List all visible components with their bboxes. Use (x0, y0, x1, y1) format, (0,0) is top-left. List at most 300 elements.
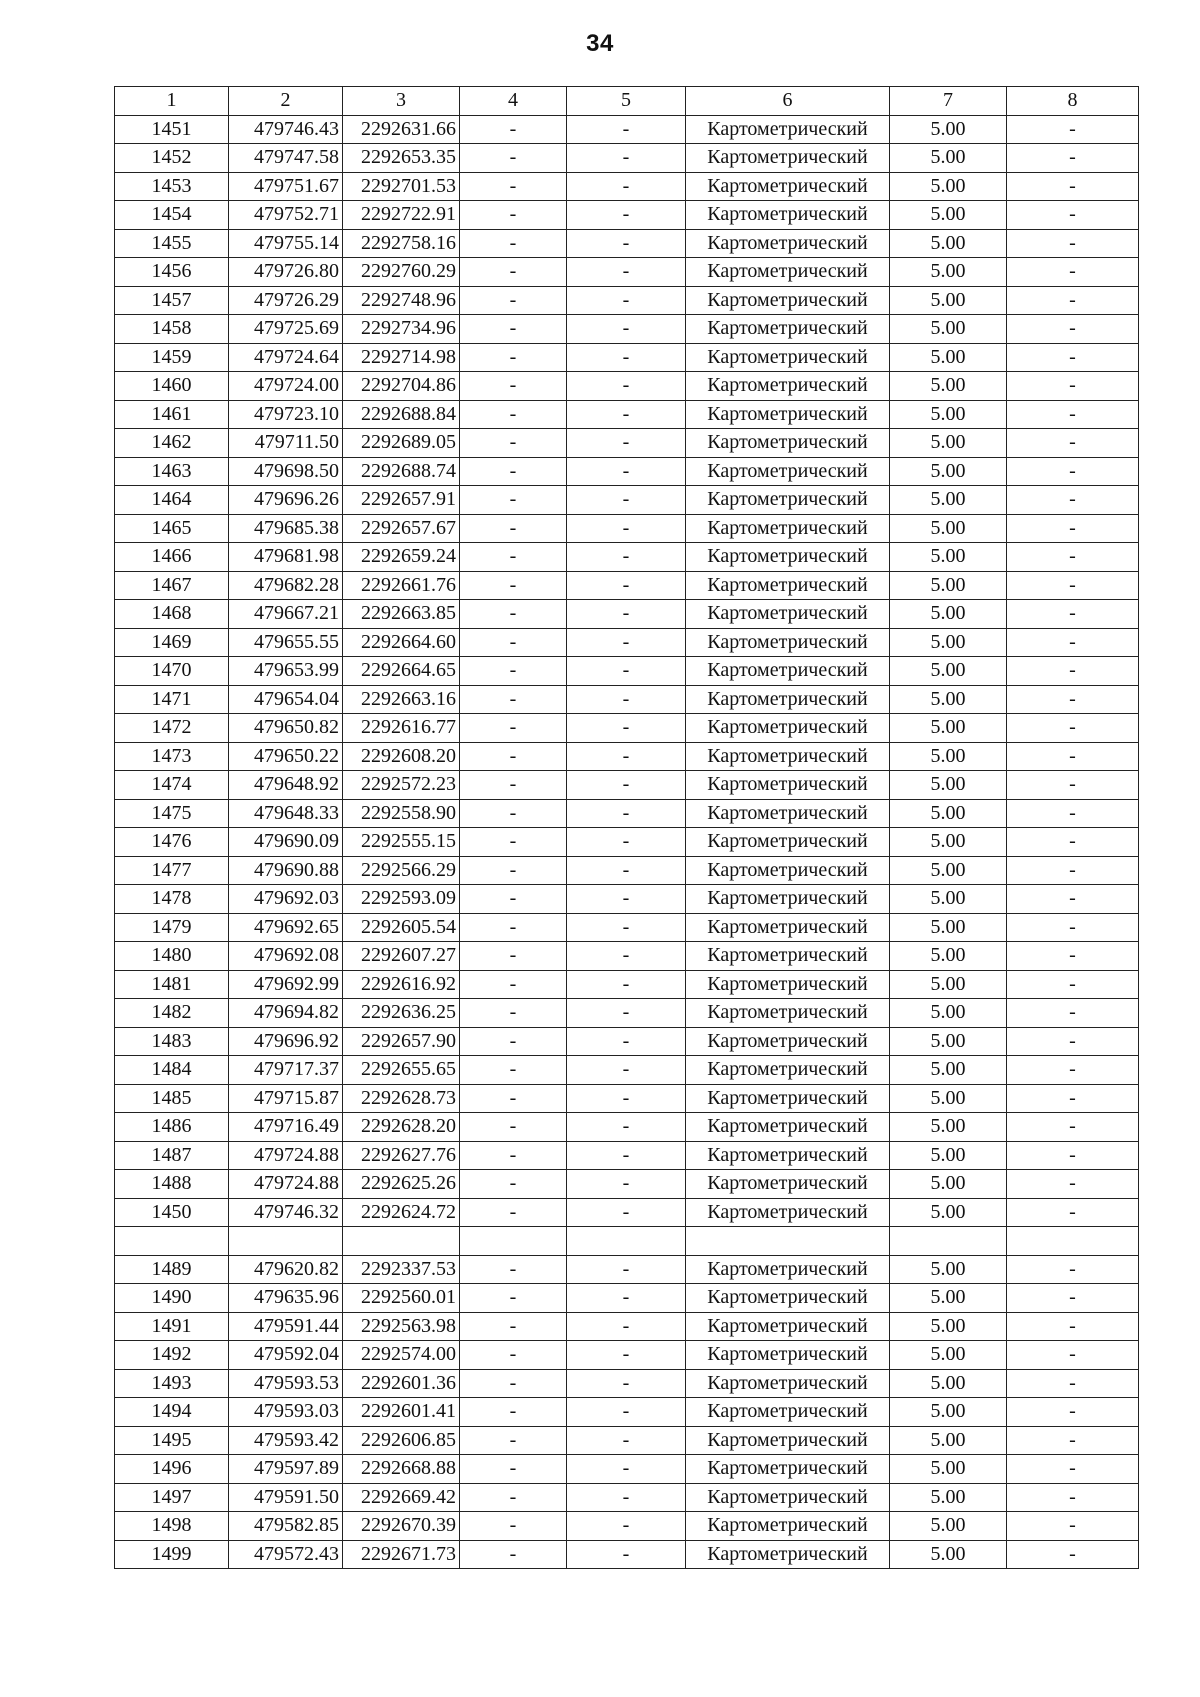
table-cell: 479667.21 (229, 600, 343, 629)
table-cell: - (567, 1455, 686, 1484)
table-cell: 479716.49 (229, 1113, 343, 1142)
table-cell: - (1007, 343, 1139, 372)
table-cell: Картометрический (686, 771, 890, 800)
table-cell: - (567, 1027, 686, 1056)
table-cell: 1486 (115, 1113, 229, 1142)
table-cell: - (460, 315, 567, 344)
table-cell: - (460, 429, 567, 458)
table-cell: - (1007, 1113, 1139, 1142)
table-cell: Картометрический (686, 1056, 890, 1085)
table-cell: 1460 (115, 372, 229, 401)
table-row (115, 457, 1139, 486)
table-cell: - (1007, 571, 1139, 600)
table-cell: - (567, 657, 686, 686)
table-cell: 2292655.65 (343, 1056, 460, 1085)
table-cell: 2292668.88 (343, 1455, 460, 1484)
table-cell: - (1007, 1512, 1139, 1541)
table-row (115, 286, 1139, 315)
table-cell: 5.00 (890, 856, 1007, 885)
table-row (115, 1341, 1139, 1370)
table-cell: - (1007, 172, 1139, 201)
table-cell: - (1007, 1341, 1139, 1370)
table-cell: 2292664.65 (343, 657, 460, 686)
table-cell: 1467 (115, 571, 229, 600)
table-row (115, 1540, 1139, 1569)
table-cell: - (567, 172, 686, 201)
table-cell: Картометрический (686, 229, 890, 258)
table-cell: Картометрический (686, 913, 890, 942)
table-cell: - (1007, 429, 1139, 458)
table-cell: 5.00 (890, 315, 1007, 344)
table-cell: - (567, 486, 686, 515)
table-cell: - (1007, 1540, 1139, 1569)
table-cell: 1485 (115, 1084, 229, 1113)
table-cell: 1453 (115, 172, 229, 201)
table-cell: 5.00 (890, 913, 1007, 942)
table-cell: 479746.43 (229, 115, 343, 144)
table-cell: 479593.53 (229, 1369, 343, 1398)
table-cell: 1468 (115, 600, 229, 629)
table-cell: 1487 (115, 1141, 229, 1170)
table-cell: - (1007, 372, 1139, 401)
table-cell: 5.00 (890, 1170, 1007, 1199)
table-cell: 479650.22 (229, 742, 343, 771)
header-cell: 3 (343, 87, 460, 116)
table-row (115, 657, 1139, 686)
table-cell: Картометрический (686, 486, 890, 515)
table-cell: Картометрический (686, 742, 890, 771)
table-cell: - (567, 742, 686, 771)
table-cell: 479692.08 (229, 942, 343, 971)
table-cell: - (567, 628, 686, 657)
table-cell: - (1007, 856, 1139, 885)
table-cell: - (567, 885, 686, 914)
table-cell: Картометрический (686, 1255, 890, 1284)
table-cell: 1493 (115, 1369, 229, 1398)
table-cell: 2292663.85 (343, 600, 460, 629)
table-cell: 1475 (115, 799, 229, 828)
table-cell: 2292669.42 (343, 1483, 460, 1512)
table-cell: 2292663.16 (343, 685, 460, 714)
table-cell: - (460, 999, 567, 1028)
table-cell: 1479 (115, 913, 229, 942)
table-cell: 5.00 (890, 999, 1007, 1028)
table-cell: 479593.42 (229, 1426, 343, 1455)
table-cell: - (567, 1341, 686, 1370)
table-cell: 1478 (115, 885, 229, 914)
table-cell: - (460, 1113, 567, 1142)
table-cell: 479653.99 (229, 657, 343, 686)
table-cell: - (567, 1398, 686, 1427)
table-cell: - (460, 1170, 567, 1199)
table-cell: 479725.69 (229, 315, 343, 344)
table-cell: 5.00 (890, 429, 1007, 458)
table-cell: 479724.64 (229, 343, 343, 372)
table-cell: - (1007, 543, 1139, 572)
table-row (115, 1369, 1139, 1398)
table-cell: 5.00 (890, 1369, 1007, 1398)
table-cell: 2292572.23 (343, 771, 460, 800)
table-cell: 1457 (115, 286, 229, 315)
table-cell: 1465 (115, 514, 229, 543)
table-cell: 5.00 (890, 229, 1007, 258)
table-cell: 2292555.15 (343, 828, 460, 857)
table-cell: 5.00 (890, 1512, 1007, 1541)
table-cell: - (567, 1312, 686, 1341)
table-cell: 479682.28 (229, 571, 343, 600)
table-cell: 1458 (115, 315, 229, 344)
table-cell: - (1007, 1398, 1139, 1427)
table-cell: 5.00 (890, 1255, 1007, 1284)
table-cell: Картометрический (686, 343, 890, 372)
table-cell: 479591.44 (229, 1312, 343, 1341)
table-cell: 479698.50 (229, 457, 343, 486)
table-cell: Картометрический (686, 1512, 890, 1541)
table-cell: - (567, 999, 686, 1028)
table-cell: Картометрический (686, 429, 890, 458)
table-cell: - (1007, 714, 1139, 743)
table-cell: - (1007, 1255, 1139, 1284)
table-cell: - (1007, 1170, 1139, 1199)
header-cell: 6 (686, 87, 890, 116)
table-row (115, 229, 1139, 258)
table-cell: 5.00 (890, 1455, 1007, 1484)
table-cell: 5.00 (890, 1056, 1007, 1085)
table-cell: 479591.50 (229, 1483, 343, 1512)
header-cell: 4 (460, 87, 567, 116)
table-cell: 5.00 (890, 657, 1007, 686)
table-cell: - (460, 799, 567, 828)
table-cell: - (567, 343, 686, 372)
table-cell: 1482 (115, 999, 229, 1028)
table-cell: - (567, 1141, 686, 1170)
table-cell: Картометрический (686, 1113, 890, 1142)
table-row (115, 942, 1139, 971)
table-cell: - (460, 685, 567, 714)
table-cell: 479726.80 (229, 258, 343, 287)
table-cell: Картометрический (686, 457, 890, 486)
table-cell: - (567, 1255, 686, 1284)
table-cell: 479692.99 (229, 970, 343, 999)
table-cell: 2292616.77 (343, 714, 460, 743)
table-row (115, 343, 1139, 372)
table-cell: Картометрический (686, 856, 890, 885)
table-cell: 479724.00 (229, 372, 343, 401)
table-cell: 1472 (115, 714, 229, 743)
table-cell: - (460, 1455, 567, 1484)
table-row (115, 372, 1139, 401)
table-cell: - (567, 828, 686, 857)
table-cell: Картометрический (686, 201, 890, 230)
table-cell: 2292560.01 (343, 1284, 460, 1313)
table-row (115, 258, 1139, 287)
table-cell: 5.00 (890, 628, 1007, 657)
table-cell: 1456 (115, 258, 229, 287)
table-cell: 2292760.29 (343, 258, 460, 287)
table-cell: - (567, 685, 686, 714)
table-cell: - (567, 1540, 686, 1569)
table-cell: - (1007, 1141, 1139, 1170)
table-cell: - (1007, 913, 1139, 942)
table-cell: - (1007, 685, 1139, 714)
table-cell: 479635.96 (229, 1284, 343, 1313)
table-cell: Картометрический (686, 514, 890, 543)
table-row (115, 1084, 1139, 1113)
table-cell: - (567, 229, 686, 258)
table-cell: - (460, 258, 567, 287)
table-cell: 479726.29 (229, 286, 343, 315)
table-cell: - (460, 742, 567, 771)
table-cell: 2292337.53 (343, 1255, 460, 1284)
table-cell: - (460, 1141, 567, 1170)
table-cell: 1464 (115, 486, 229, 515)
table-row (115, 600, 1139, 629)
table-cell: - (567, 144, 686, 173)
table-cell: 2292601.41 (343, 1398, 460, 1427)
table-cell: - (567, 400, 686, 429)
table-cell: 5.00 (890, 201, 1007, 230)
table-cell: 5.00 (890, 1483, 1007, 1512)
table-cell: 5.00 (890, 1084, 1007, 1113)
table-cell: 479690.88 (229, 856, 343, 885)
table-cell: 2292689.05 (343, 429, 460, 458)
table-cell: - (1007, 1369, 1139, 1398)
table-cell: 1481 (115, 970, 229, 999)
table-cell: - (1007, 742, 1139, 771)
table-row (115, 1056, 1139, 1085)
table-cell: - (460, 514, 567, 543)
table-cell: - (567, 1198, 686, 1227)
table-cell: 479648.92 (229, 771, 343, 800)
table-cell: - (1007, 1426, 1139, 1455)
table-cell: Картометрический (686, 115, 890, 144)
table-cell: 1452 (115, 144, 229, 173)
table-cell: Картометрический (686, 1198, 890, 1227)
table-cell: - (567, 1483, 686, 1512)
table-cell: - (1007, 258, 1139, 287)
table-cell: 2292688.84 (343, 400, 460, 429)
table-cell: Картометрический (686, 1170, 890, 1199)
table-cell: - (567, 429, 686, 458)
table-cell: - (567, 1369, 686, 1398)
table-cell: - (460, 828, 567, 857)
table-cell: - (460, 1369, 567, 1398)
table-cell: Картометрический (686, 828, 890, 857)
table-row (115, 742, 1139, 771)
table-cell: - (460, 1398, 567, 1427)
table-cell: - (1007, 885, 1139, 914)
table-cell: 479755.14 (229, 229, 343, 258)
table-cell: - (460, 771, 567, 800)
coordinates-table (114, 86, 1139, 1569)
table-cell: 5.00 (890, 600, 1007, 629)
table-cell: 1450 (115, 1198, 229, 1227)
table-cell: Картометрический (686, 1483, 890, 1512)
blank-cell (229, 1227, 343, 1256)
table-cell: 5.00 (890, 115, 1007, 144)
table-cell: - (460, 144, 567, 173)
table-cell: Картометрический (686, 628, 890, 657)
table-cell: - (1007, 115, 1139, 144)
table-cell: Картометрический (686, 1027, 890, 1056)
table-cell: 1454 (115, 201, 229, 230)
table-cell: Картометрический (686, 1141, 890, 1170)
table-cell: - (1007, 628, 1139, 657)
table-cell: 479692.03 (229, 885, 343, 914)
table-cell: - (567, 913, 686, 942)
table-cell: - (1007, 600, 1139, 629)
table-cell: 2292566.29 (343, 856, 460, 885)
table-cell: - (1007, 1284, 1139, 1313)
table-cell: - (460, 1056, 567, 1085)
table-cell: - (1007, 1027, 1139, 1056)
table-cell: - (567, 970, 686, 999)
table-cell: - (460, 1084, 567, 1113)
table-row (115, 913, 1139, 942)
table-cell: 5.00 (890, 486, 1007, 515)
table-cell: 2292574.00 (343, 1341, 460, 1370)
table-cell: 479690.09 (229, 828, 343, 857)
table-cell: 5.00 (890, 742, 1007, 771)
table-cell: - (460, 885, 567, 914)
table-cell: Картометрический (686, 400, 890, 429)
table-cell: - (460, 856, 567, 885)
table-cell: - (460, 1284, 567, 1313)
table-cell: 5.00 (890, 1141, 1007, 1170)
table-cell: Картометрический (686, 600, 890, 629)
table-cell: 5.00 (890, 1198, 1007, 1227)
table-cell: 2292628.20 (343, 1113, 460, 1142)
table-cell: 5.00 (890, 714, 1007, 743)
table-cell: - (1007, 229, 1139, 258)
table-cell: 2292748.96 (343, 286, 460, 315)
table-cell: 1492 (115, 1341, 229, 1370)
table-cell: 2292593.09 (343, 885, 460, 914)
table-cell: - (567, 600, 686, 629)
table-row (115, 885, 1139, 914)
table-cell: 479724.88 (229, 1141, 343, 1170)
table-cell: 479752.71 (229, 201, 343, 230)
table-row (115, 172, 1139, 201)
table-cell: - (567, 1084, 686, 1113)
table-cell: 2292631.66 (343, 115, 460, 144)
table-cell: - (1007, 970, 1139, 999)
table-cell: - (567, 1056, 686, 1085)
blank-cell (460, 1227, 567, 1256)
table-cell: - (567, 856, 686, 885)
table-cell: - (1007, 657, 1139, 686)
table-row (115, 828, 1139, 857)
table-body (115, 87, 1139, 1569)
table-cell: Картометрический (686, 571, 890, 600)
table-cell: 1466 (115, 543, 229, 572)
table-row (115, 400, 1139, 429)
table-row (115, 1312, 1139, 1341)
table-row (115, 1170, 1139, 1199)
table-cell: - (460, 714, 567, 743)
blank-cell (890, 1227, 1007, 1256)
table-cell: 479723.10 (229, 400, 343, 429)
table-row (115, 1426, 1139, 1455)
table-cell: - (460, 1027, 567, 1056)
table-cell: Картометрический (686, 172, 890, 201)
table-cell: 1474 (115, 771, 229, 800)
table-cell: 5.00 (890, 400, 1007, 429)
table-cell: 1470 (115, 657, 229, 686)
table-cell: 2292563.98 (343, 1312, 460, 1341)
table-cell: - (567, 258, 686, 287)
table-cell: 479717.37 (229, 1056, 343, 1085)
table-cell: - (1007, 315, 1139, 344)
blank-cell (343, 1227, 460, 1256)
table-cell: - (1007, 1198, 1139, 1227)
table-cell: Картометрический (686, 1455, 890, 1484)
table-cell: 1451 (115, 115, 229, 144)
table-cell: 5.00 (890, 571, 1007, 600)
table-cell: 5.00 (890, 457, 1007, 486)
table-row (115, 514, 1139, 543)
table-row (115, 628, 1139, 657)
table-cell: - (567, 571, 686, 600)
header-cell: 5 (567, 87, 686, 116)
table-cell: Картометрический (686, 315, 890, 344)
table-cell: 2292734.96 (343, 315, 460, 344)
table-cell: 1463 (115, 457, 229, 486)
table-cell: 2292625.26 (343, 1170, 460, 1199)
table-cell: 479747.58 (229, 144, 343, 173)
table-cell: Картометрический (686, 543, 890, 572)
table-cell: - (460, 457, 567, 486)
table-cell: - (567, 457, 686, 486)
table-cell: 2292657.91 (343, 486, 460, 515)
table-cell: 5.00 (890, 172, 1007, 201)
table-cell: 2292636.25 (343, 999, 460, 1028)
table-cell: Картометрический (686, 999, 890, 1028)
table-cell: 479681.98 (229, 543, 343, 572)
table-cell: 5.00 (890, 1113, 1007, 1142)
table-row (115, 1027, 1139, 1056)
table-cell: Картометрический (686, 1084, 890, 1113)
table-cell: - (460, 942, 567, 971)
table-cell: - (1007, 144, 1139, 173)
table-cell: 1488 (115, 1170, 229, 1199)
table-cell: 2292671.73 (343, 1540, 460, 1569)
table-cell: 479692.65 (229, 913, 343, 942)
table-row (115, 144, 1139, 173)
table-row (115, 1512, 1139, 1541)
table-cell: 5.00 (890, 970, 1007, 999)
table-row (115, 771, 1139, 800)
table-cell: 479572.43 (229, 1540, 343, 1569)
table-cell: - (460, 400, 567, 429)
table-cell: 1491 (115, 1312, 229, 1341)
table-cell: - (567, 543, 686, 572)
table-cell: 2292627.76 (343, 1141, 460, 1170)
table-cell: - (460, 115, 567, 144)
table-cell: - (460, 1426, 567, 1455)
table-row (115, 571, 1139, 600)
table-cell: - (567, 799, 686, 828)
table-row (115, 1255, 1139, 1284)
table-cell: 5.00 (890, 343, 1007, 372)
table-cell: - (1007, 1312, 1139, 1341)
table-cell: - (460, 970, 567, 999)
table-cell: 2292653.35 (343, 144, 460, 173)
blank-cell (115, 1227, 229, 1256)
table-cell: 2292701.53 (343, 172, 460, 201)
table-cell: - (1007, 486, 1139, 515)
table-cell: - (460, 286, 567, 315)
